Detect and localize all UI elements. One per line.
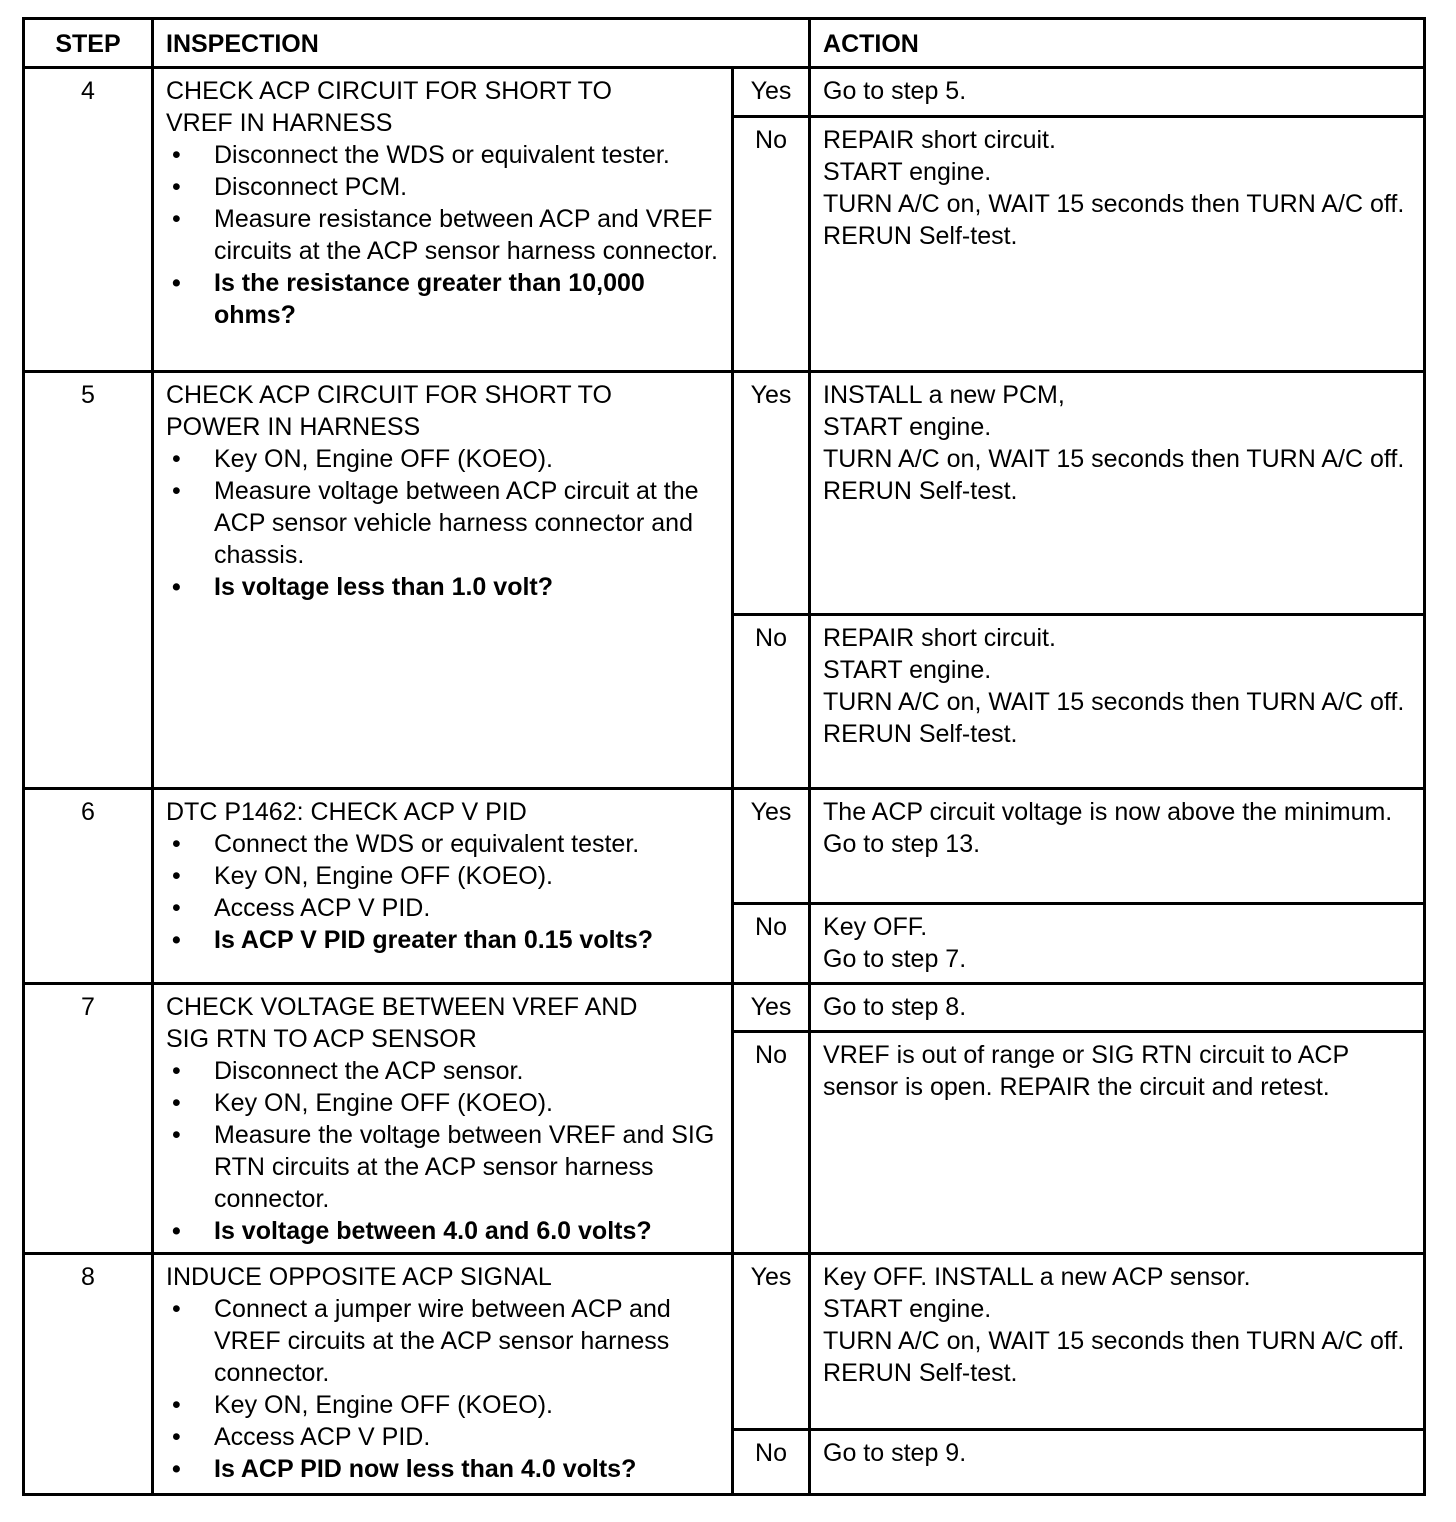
action-line: START engine.: [823, 158, 992, 186]
inspection-bullets: [166, 828, 719, 956]
inspection-bullets: [166, 139, 719, 331]
inspection-question: • Is ACP PID now less than 4.0 volts?: [166, 1453, 719, 1485]
list-item: • Access ACP V PID.: [166, 1421, 719, 1453]
inspection-bullets: [166, 1055, 719, 1247]
action-line: VREF is out of range or SIG RTN circuit to ACP sensor is open. REPAIR the circuit and retest.: [823, 1041, 1349, 1101]
action-cell: [810, 372, 1425, 615]
list-item: • Disconnect the ACP sensor.: [166, 1055, 719, 1087]
inspection-bullets: [166, 443, 719, 603]
list-item: • Connect a jumper wire between ACP and VREF circuits at the ACP sensor harness connector.: [166, 1293, 719, 1389]
table-row: [24, 1254, 1425, 1430]
inspection-title: POWER IN HARNESS: [166, 413, 421, 441]
action-cell: [810, 1254, 1425, 1430]
header-row: [24, 19, 1425, 68]
action-line: Go to step 8.: [823, 993, 967, 1021]
table-body: [24, 68, 1425, 1495]
action-line: TURN A/C on, WAIT 15 seconds then TURN A/C off.: [823, 688, 1405, 716]
diagnostic-table-container: [22, 17, 1423, 1496]
action-line: REPAIR short circuit.: [823, 624, 1056, 652]
list-item: • Measure the voltage between VREF and SIG RTN circuits at the ACP sensor harness connector.: [166, 1119, 719, 1215]
action-line: Go to step 9.: [823, 1439, 967, 1467]
step-number: 6: [24, 789, 153, 984]
inspection-title: CHECK VOLTAGE BETWEEN VREF AND: [166, 993, 638, 1021]
inspection-title: DTC P1462: CHECK ACP V PID: [166, 798, 527, 826]
list-item: • Connect the WDS or equivalent tester.: [166, 828, 719, 860]
table-row: [24, 372, 1425, 615]
inspection-cell: [153, 68, 733, 372]
inspection-title: SIG RTN TO ACP SENSOR: [166, 1025, 477, 1053]
inspection-cell: [153, 984, 733, 1254]
action-line: RERUN Self-test.: [823, 720, 1018, 748]
diagnostic-table: [22, 17, 1426, 1496]
list-item: • Access ACP V PID.: [166, 892, 719, 924]
action-cell: [810, 117, 1425, 372]
answer-label: No: [733, 615, 810, 789]
list-item: • Measure resistance between ACP and VREF circuits at the ACP sensor harness connector.: [166, 203, 719, 267]
action-line: The ACP circuit voltage is now above the minimum.: [823, 798, 1393, 826]
action-cell: [810, 68, 1425, 117]
inspection-question: • Is voltage between 4.0 and 6.0 volts?: [166, 1215, 719, 1247]
action-line: INSTALL a new PCM,: [823, 381, 1065, 409]
step-number: 7: [24, 984, 153, 1254]
list-item: • Key ON, Engine OFF (KOEO).: [166, 1087, 719, 1119]
action-line: TURN A/C on, WAIT 15 seconds then TURN A/C off.: [823, 1327, 1405, 1355]
answer-label: No: [733, 1032, 810, 1254]
answer-label: Yes: [733, 789, 810, 904]
action-header: ACTION: [810, 19, 1425, 68]
action-line: Key OFF.: [823, 913, 928, 941]
action-line: Key OFF. INSTALL a new ACP sensor.: [823, 1263, 1251, 1291]
inspection-cell: [153, 372, 733, 789]
step-number: 4: [24, 68, 153, 372]
action-line: TURN A/C on, WAIT 15 seconds then TURN A/C off.: [823, 445, 1405, 473]
table-row: [24, 789, 1425, 904]
answer-label: No: [733, 1430, 810, 1495]
list-item: • Disconnect PCM.: [166, 171, 719, 203]
step-number: 5: [24, 372, 153, 789]
action-cell: [810, 984, 1425, 1032]
answer-label: No: [733, 904, 810, 984]
inspection-cell: [153, 1254, 733, 1495]
list-item: • Disconnect the WDS or equivalent tester.: [166, 139, 719, 171]
action-line: START engine.: [823, 656, 992, 684]
list-item: • Key ON, Engine OFF (KOEO).: [166, 860, 719, 892]
action-line: TURN A/C on, WAIT 15 seconds then TURN A/C off.: [823, 190, 1405, 218]
action-line: RERUN Self-test.: [823, 1359, 1018, 1387]
inspection-bullets: [166, 1293, 719, 1485]
list-item: • Key ON, Engine OFF (KOEO).: [166, 1389, 719, 1421]
step-header: STEP: [24, 19, 153, 68]
inspection-question: • Is voltage less than 1.0 volt?: [166, 571, 719, 603]
answer-label: Yes: [733, 372, 810, 615]
inspection-header: INSPECTION: [153, 19, 810, 68]
inspection-title: VREF IN HARNESS: [166, 109, 393, 137]
action-cell: [810, 789, 1425, 904]
inspection-title: CHECK ACP CIRCUIT FOR SHORT TO: [166, 77, 612, 105]
answer-label: Yes: [733, 68, 810, 117]
table-row: [24, 68, 1425, 117]
answer-label: No: [733, 117, 810, 372]
inspection-question: • Is ACP V PID greater than 0.15 volts?: [166, 924, 719, 956]
action-line: Go to step 5.: [823, 77, 967, 105]
action-cell: [810, 904, 1425, 984]
answer-label: Yes: [733, 1254, 810, 1430]
inspection-title: INDUCE OPPOSITE ACP SIGNAL: [166, 1263, 552, 1291]
action-line: Go to step 7.: [823, 945, 967, 973]
action-cell: [810, 615, 1425, 789]
list-item: • Measure voltage between ACP circuit at the ACP sensor vehicle harness connector and chassis.: [166, 475, 719, 571]
action-line: START engine.: [823, 413, 992, 441]
action-line: RERUN Self-test.: [823, 477, 1018, 505]
step-number: 8: [24, 1254, 153, 1495]
inspection-cell: [153, 789, 733, 984]
action-line: RERUN Self-test.: [823, 222, 1018, 250]
action-line: REPAIR short circuit.: [823, 126, 1056, 154]
answer-label: Yes: [733, 984, 810, 1032]
action-cell: [810, 1032, 1425, 1254]
list-item: • Key ON, Engine OFF (KOEO).: [166, 443, 719, 475]
action-line: START engine.: [823, 1295, 992, 1323]
action-cell: [810, 1430, 1425, 1495]
inspection-question: • Is the resistance greater than 10,000 ohms?: [166, 267, 719, 331]
table-row: [24, 984, 1425, 1032]
action-line: Go to step 13.: [823, 830, 981, 858]
inspection-title: CHECK ACP CIRCUIT FOR SHORT TO: [166, 381, 612, 409]
